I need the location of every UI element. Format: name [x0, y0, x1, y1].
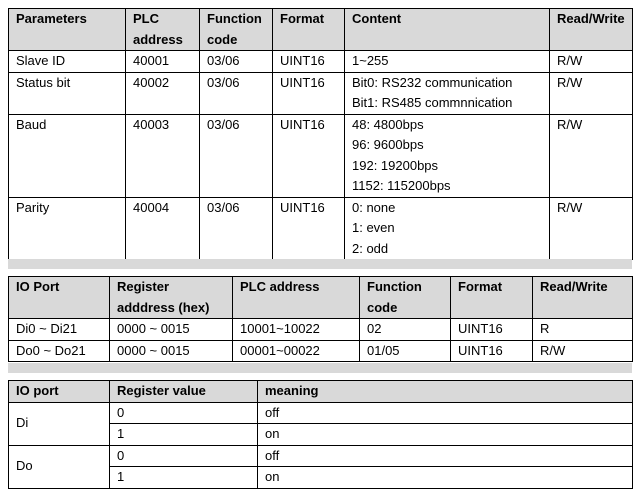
header-function-code	[200, 9, 273, 51]
table-row	[9, 197, 633, 260]
cell-meaning: off	[258, 402, 633, 424]
header-register-line1: Register	[117, 279, 170, 294]
cell-io-port: Do0 ~ Do21	[9, 340, 110, 362]
cell-function-code: 03/06	[200, 114, 273, 197]
content-line: 0: none	[352, 199, 396, 215]
header-plc-line2: address	[133, 31, 183, 47]
header-format: Format	[451, 277, 533, 319]
cell-format: UINT16	[273, 197, 345, 260]
content-line: 1: even	[352, 220, 395, 235]
header-read-write: Read/Write	[550, 9, 633, 51]
cell-parameter: Parity	[9, 197, 126, 260]
header-io-port: IO port	[9, 381, 110, 403]
table-row	[9, 402, 633, 424]
cell-io-port: Di	[9, 402, 110, 445]
io-port-table	[8, 276, 633, 362]
content-line: Bit1: RS485 commnnication	[352, 95, 513, 110]
header-format: Format	[273, 9, 345, 51]
header-read-write: Read/Write	[533, 277, 633, 319]
cell-function-code: 02	[360, 319, 451, 341]
parameters-table	[8, 8, 633, 260]
header-register-address	[110, 277, 233, 319]
header-register-value: Register value	[110, 381, 258, 403]
cell-read-write: R/W	[533, 340, 633, 362]
cell-read-write: R/W	[550, 114, 633, 197]
cell-read-write: R/W	[550, 72, 633, 114]
cell-format: UINT16	[273, 114, 345, 197]
cell-plc-address: 00001~00022	[233, 340, 360, 362]
cell-format: UINT16	[451, 340, 533, 362]
cell-register: 0000 ~ 0015	[110, 340, 233, 362]
cell-function-code: 01/05	[360, 340, 451, 362]
header-function-line1: Function	[207, 11, 262, 26]
header-function-line2: code	[367, 299, 398, 315]
section-divider	[8, 363, 632, 373]
table-row	[9, 114, 633, 197]
content-line: 48: 4800bps	[352, 116, 424, 132]
header-function-line2: code	[207, 31, 238, 47]
cell-read-write: R/W	[550, 51, 633, 73]
cell-address: 40001	[126, 51, 200, 73]
cell-function-code: 03/06	[200, 197, 273, 260]
header-function-code	[360, 277, 451, 319]
register-value-table	[8, 380, 633, 489]
parameters-header-row	[9, 9, 633, 51]
content-line: 96: 9600bps	[352, 137, 424, 152]
cell-meaning: on	[258, 467, 633, 489]
cell-function-code: 03/06	[200, 51, 273, 73]
cell-content	[345, 51, 550, 73]
cell-plc-address: 10001~10022	[233, 319, 360, 341]
table-row	[9, 72, 633, 114]
cell-register: 0000 ~ 0015	[110, 319, 233, 341]
content-line: 1152: 115200bps	[352, 178, 451, 193]
header-content: Content	[345, 9, 550, 51]
table-row	[9, 51, 633, 73]
header-io-port: IO Port	[9, 277, 110, 319]
cell-content	[345, 72, 550, 114]
cell-content	[345, 197, 550, 260]
cell-parameter: Baud	[9, 114, 126, 197]
content-line: 192: 19200bps	[352, 157, 439, 173]
cell-format: UINT16	[451, 319, 533, 341]
header-plc-line1: PLC	[133, 11, 159, 26]
header-plc-address: PLC address	[233, 277, 360, 319]
cell-parameter: Slave ID	[9, 51, 126, 73]
cell-io-port: Di0 ~ Di21	[9, 319, 110, 341]
section-divider	[8, 259, 632, 269]
content-line: Bit0: RS232 communication	[352, 74, 513, 90]
cell-read-write: R	[533, 319, 633, 341]
cell-content	[345, 114, 550, 197]
cell-register-value: 1	[110, 424, 258, 446]
cell-meaning: off	[258, 445, 633, 467]
table-row	[9, 340, 633, 362]
content-line: 1~255	[352, 53, 389, 68]
header-function-line1: Function	[367, 279, 422, 294]
header-register-line2: adddress (hex)	[117, 299, 210, 315]
table-row	[9, 445, 633, 467]
table-row	[9, 319, 633, 341]
header-meaning: meaning	[258, 381, 633, 403]
cell-format: UINT16	[273, 51, 345, 73]
cell-address: 40004	[126, 197, 200, 260]
cell-io-port: Do	[9, 445, 110, 488]
cell-register-value: 0	[110, 445, 258, 467]
cell-register-value: 0	[110, 402, 258, 424]
cell-meaning: on	[258, 424, 633, 446]
cell-address: 40002	[126, 72, 200, 114]
io-header-row	[9, 277, 633, 319]
cell-address: 40003	[126, 114, 200, 197]
value-header-row	[9, 381, 633, 403]
header-parameters: Parameters	[9, 9, 126, 51]
content-line: 2: odd	[352, 240, 389, 256]
cell-format: UINT16	[273, 72, 345, 114]
cell-function-code: 03/06	[200, 72, 273, 114]
cell-parameter: Status bit	[9, 72, 126, 114]
cell-register-value: 1	[110, 467, 258, 489]
cell-read-write: R/W	[550, 197, 633, 260]
header-plc-address	[126, 9, 200, 51]
